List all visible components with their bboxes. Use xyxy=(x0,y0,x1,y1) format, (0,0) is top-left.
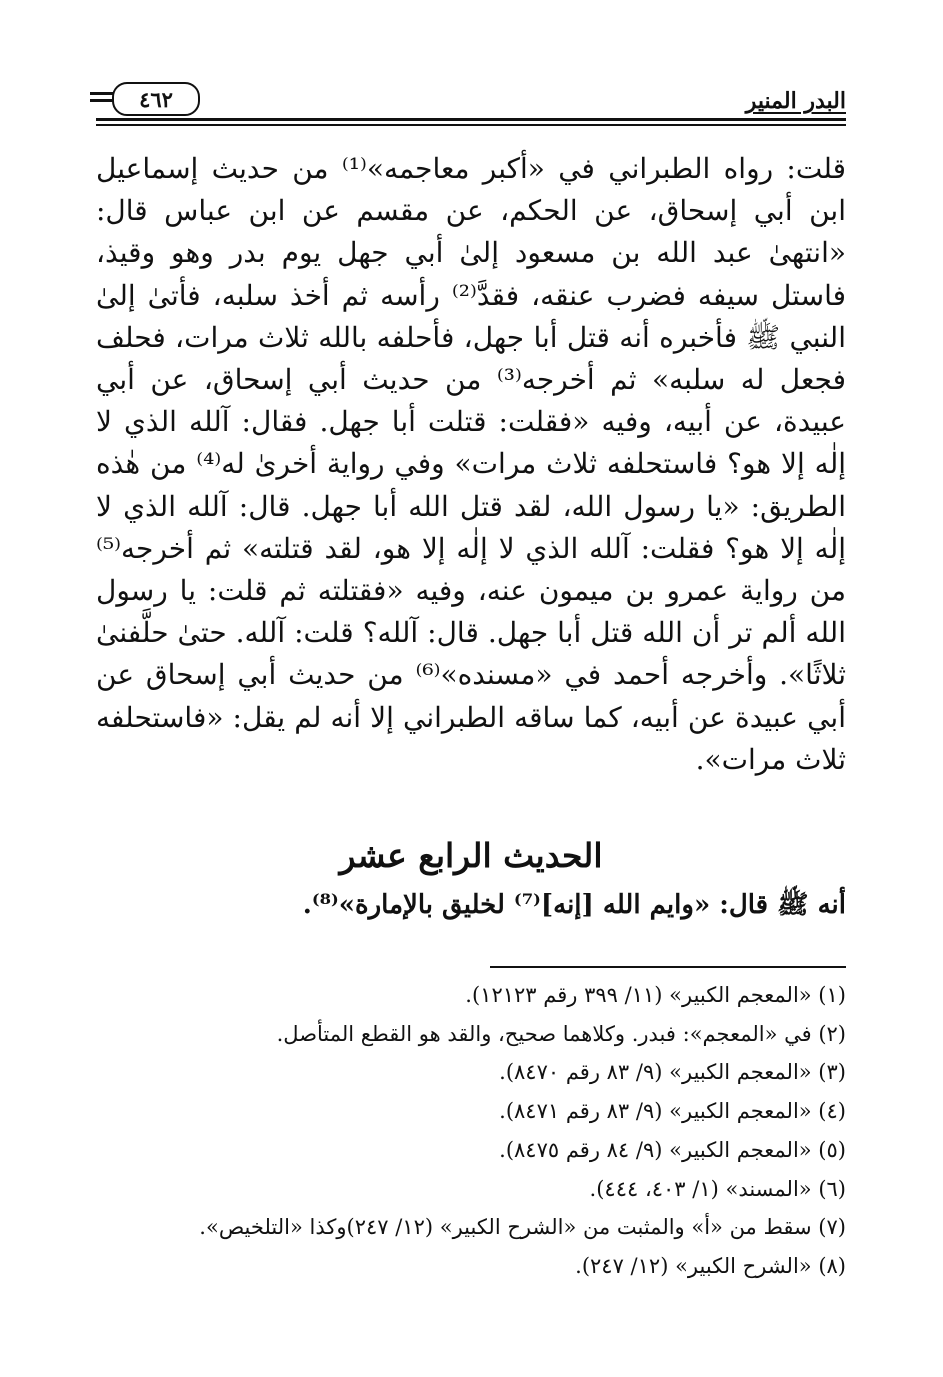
footnote: (٦) «المسند» (١/ ٤٠٣، ٤٤٤). xyxy=(589,1176,846,1201)
footnote-separator xyxy=(490,966,846,968)
header-ornament xyxy=(90,92,114,95)
footnote: (٧) سقط من «أ» والمثبت من «الشرح الكبير» (١٢/ ٢٤٧)وكذا «التلخيص». xyxy=(199,1215,846,1240)
main-paragraph: قلت: رواه الطبراني في «أكبر معاجمه»⁽¹⁾ من حديث إسماعيل ابن أبي إسحاق، عن الحكم، عن مقسم عن ابن عباس قال: «انتهىٰ عبد الله بن مسعود إلىٰ أبي جهل يوم بدر وهو وقيذ، فاستل سيفه فضرب عنقه، فقدَّ⁽²⁾ رأسه ثم أخذ سلبه، فأتىٰ إلىٰ النبي ﷺ فأخبره أنه قتل أبا جهل، فأحلفه بالله ثلاث مرات، فحلف فجعل له سلبه» ثم أخرجه⁽³⁾ من حديث أبي إسحاق، عن أبي عبيدة، عن أبيه، وفيه «فقلت: قتلت أبا جهل. فقال: آلله الذي لا إلٰه إلا هو؟ فاستحلفه ثلاث مرات» وفي رواية أخرىٰ له⁽⁴⁾ من هٰذه الطريق: «يا رسول الله، لقد قتل الله أبا جهل. قال: آلله الذي لا إلٰه إلا هو؟ فقلت: آلله الذي لا إلٰه إلا هو، لقد قتلته» ثم أخرجه⁽⁵⁾ من رواية عمرو بن ميمون عنه، وفيه «فقتلته ثم قلت: يا رسول الله ألم تر أن الله قتل أبا جهل. قال: آلله؟ قلت: آلله. حتىٰ حلَّفنىٰ ثلاثًا». وأخرجه أحمد في «مسنده»⁽⁶⁾ من حديث أبي إسحاق عن أبي عبيدة عن أبيه، كما ساقه الطبراني إلا أنه لم يقل: «فاستحلفه ثلاث مرات». xyxy=(96,152,847,776)
footnote: (٢) في «المعجم»: فبدر. وكلاهما صحيح، والقد هو القطع المتأصل. xyxy=(276,1021,846,1046)
header-rule xyxy=(96,118,846,121)
running-title: البدر المنير xyxy=(745,88,846,114)
page-number: ٤٦٢ xyxy=(112,82,200,116)
footnote: (١) «المعجم الكبير» (١١/ ٣٩٩ رقم ١٢١٢٣). xyxy=(465,983,846,1007)
section-title: الحديث الرابع عشر xyxy=(339,836,603,875)
footnote: (٤) «المعجم الكبير» (٩/ ٨٣ رقم ٨٤٧١). xyxy=(499,1099,846,1124)
page-header xyxy=(96,82,846,126)
hadith-text: أنه ﷺ قال: «وايم الله [إنه]⁽⁷⁾ لخليق بالإمارة»⁽⁸⁾. xyxy=(302,890,846,920)
header-ornament xyxy=(90,99,114,102)
header-rule xyxy=(96,124,846,126)
footnotes-list xyxy=(96,976,846,1286)
footnote: (٨) «الشرح الكبير» (١٢/ ٢٤٧). xyxy=(575,1253,846,1278)
footnote: (٥) «المعجم الكبير» (٩/ ٨٤ رقم ٨٤٧٥). xyxy=(499,1137,846,1162)
footnote: (٣) «المعجم الكبير» (٩/ ٨٣ رقم ٨٤٧٠). xyxy=(499,1060,846,1085)
